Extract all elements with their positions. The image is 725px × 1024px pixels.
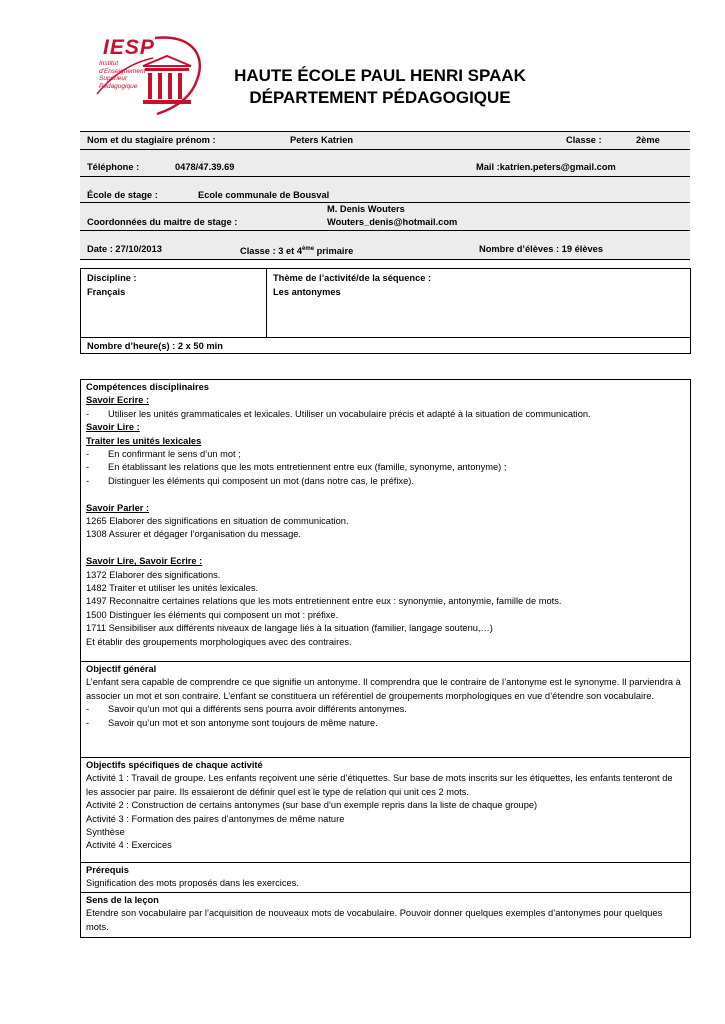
prerequis-section — [81, 863, 690, 893]
content-table — [80, 379, 691, 938]
list-item-text: En confirmant le sens d’un mot ; — [108, 449, 241, 460]
objectif-text: L’enfant sera capable de comprendre ce que signifie un antonyme. Il comprendra que le contraire de l’antonyme est le synonyme. Il parviendra à associer un mot et son contraire. L’enfant se constituera un référentiel de groupements morphologiques en vue d’étendre son vocabulaire. — [86, 677, 681, 701]
classe-label: Classe : — [566, 135, 602, 145]
theme-value: Les antonymes — [273, 287, 341, 297]
list-item-text: Savoir qu’un mot et son antonyme sont toujours de même nature. — [108, 717, 378, 728]
specifiques-line: Synthèse — [86, 827, 125, 838]
divider — [80, 230, 690, 231]
dash: - — [86, 704, 90, 715]
dash: - — [86, 717, 90, 728]
list-item-text: En établissant les relations que les mots entretiennent entre eux (famille, synonyme, antonyme) ; — [108, 462, 507, 473]
list-item-text: Savoir qu’un mot qui a différents sens pourra avoir différents antonymes. — [108, 704, 407, 715]
objectif-title: Objectif général — [86, 664, 157, 674]
stagiaire-label: Nom et du stagiaire prénom : — [87, 135, 216, 145]
logo-subtitle — [99, 60, 145, 90]
dash: - — [86, 449, 90, 460]
iesp-logo — [95, 32, 205, 120]
divider — [80, 176, 690, 177]
discipline-table — [80, 268, 691, 354]
logo-sub-line: d'Enseignement — [99, 67, 146, 75]
divider — [80, 259, 690, 260]
lire-ecrire-line: Et établir des groupements morphologiques avec des contraires. — [86, 636, 352, 647]
coord-value: Wouters_denis@hotmail.com — [327, 217, 458, 227]
list-item — [86, 461, 685, 474]
savoir-parler-title: Savoir Parler : — [86, 502, 150, 513]
lire-ecrire-line: 1482 Traiter et utiliser les unités lexicales. — [86, 583, 259, 594]
competences-title: Compétences disciplinaires — [86, 382, 209, 392]
mail-value: Mail :katrien.peters@gmail.com — [476, 162, 616, 172]
divider — [81, 337, 690, 338]
date-value: Date : 27/10/2013 — [87, 244, 162, 254]
school-title: HAUTE ÉCOLE PAUL HENRI SPAAK — [234, 66, 526, 85]
lire-ecrire-line: 1372 Elaborer des significations. — [86, 569, 221, 580]
objectif-section — [81, 662, 690, 758]
specifiques-line: Activité 3 : Formation des paires d’antonymes de même nature — [86, 813, 345, 824]
heures-value: Nombre d’heure(s) : 2 x 50 min — [87, 341, 223, 351]
dash: - — [86, 462, 90, 473]
logo-sub-line: Supérieur — [99, 75, 128, 82]
classe-value: 2ème — [636, 135, 660, 145]
specifiques-section — [81, 758, 690, 863]
classe-niveau-sup: ème — [302, 246, 315, 252]
classe-niveau-main: Classe : 3 et 4 — [240, 246, 303, 257]
lire-ecrire-title: Savoir Lire, Savoir Ecrire : — [86, 556, 203, 567]
logo-text: IESP — [103, 36, 155, 59]
competences-section — [81, 380, 690, 662]
theme-label: Thème de l’activité/de la séquence : — [273, 273, 432, 283]
ecole-value: Ecole communale de Bousval — [198, 190, 330, 200]
savoir-lire-title: Savoir Lire : — [86, 422, 140, 433]
list-item — [86, 408, 685, 421]
list-item — [86, 703, 685, 716]
dash: - — [86, 408, 90, 419]
sens-text: Etendre son vocabulaire par l’acquisition de nouveaux mots de vocabulaire. Pouvoir donner quelques exemples d’antonymes pour quelques mots. — [86, 908, 663, 932]
telephone-label: Téléphone : — [87, 162, 140, 172]
specifiques-title: Objectifs spécifiques de chaque activité — [86, 760, 263, 770]
sens-title: Sens de la leçon — [86, 895, 159, 905]
sens-section — [81, 893, 690, 937]
eleves-value: Nombre d’élèves : 19 élèves — [479, 244, 604, 254]
list-item-text: Distinguer les éléments qui composent un mot (dans notre cas, le préfixe). — [108, 475, 414, 486]
ecole-label: École de stage : — [87, 190, 158, 200]
discipline-label: Discipline : — [87, 273, 137, 283]
dash: - — [86, 475, 90, 486]
divider — [80, 131, 690, 132]
info-block — [80, 131, 690, 260]
specifiques-line: Activité 4 : Exercices — [86, 840, 172, 851]
maitre-name: M. Denis Wouters — [327, 204, 405, 214]
lire-ecrire-line: 1497 Reconnaitre certaines relations que les mots entretiennent entre eux : synonymie, antonymie, famille de mots. — [86, 596, 562, 607]
lire-ecrire-line: 1711 Sensibiliser aux différents niveaux de langage liés à la situation (familier, langage soutenu,…) — [86, 623, 493, 634]
stagiaire-value: Peters Katrien — [290, 135, 354, 145]
savoir-ecrire-title: Savoir Ecrire : — [86, 395, 150, 406]
classe-niveau-post: primaire — [314, 246, 354, 257]
divider — [266, 269, 267, 337]
list-item — [86, 448, 685, 461]
prerequis-text: Signification des mots proposés dans les exercices. — [86, 878, 299, 889]
parler-line: 1265 Elaborer des significations en situation de communication. — [86, 516, 349, 527]
list-item — [86, 717, 685, 730]
divider — [80, 149, 690, 150]
parler-line: 1308 Assurer et dégager l’organisation du message. — [86, 529, 301, 540]
specifiques-text: Activité 1 : Travail de groupe. Les enfants reçoivent une série d’étiquettes. Sur base de mots inscrits sur les étiquettes, les enfants tenteront de les associer par paire. Ils essaieront de définir quel est le type de relation qui unit ces 2 mots. — [86, 773, 673, 797]
telephone-value: 0478/47.39.69 — [175, 162, 235, 172]
list-item — [86, 475, 685, 488]
logo-sub-line: Pédagogique — [99, 82, 138, 90]
list-item-text: Utiliser les unités grammaticales et lexicales. Utiliser un vocabulaire précis et adapté à la situation de communication. — [108, 408, 591, 419]
traiter-title: Traiter les unités lexicales — [86, 435, 202, 446]
logo-sub-line: Institut — [99, 60, 119, 67]
department-title: DÉPARTEMENT PÉDAGOGIQUE — [249, 88, 511, 107]
specifiques-line: Activité 2 : Construction de certains antonymes (sur base d’un exemple repris dans la liste de chaque groupe) — [86, 800, 538, 811]
classe-niveau — [240, 243, 353, 259]
coord-label: Coordonnées du maitre de stage : — [87, 217, 238, 227]
discipline-value: Français — [87, 287, 126, 297]
prerequis-title: Prérequis — [86, 865, 129, 875]
lire-ecrire-line: 1500 Distinguer les éléments qui composent un mot : préfixe. — [86, 609, 339, 620]
